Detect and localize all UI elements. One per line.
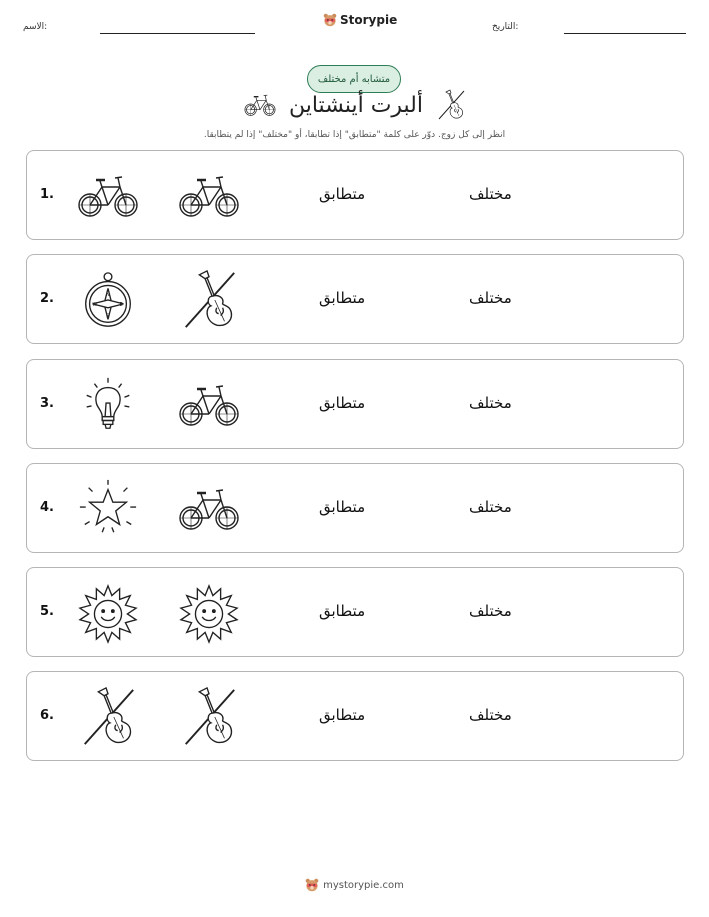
different-option[interactable]: مختلف [469,289,512,307]
item-card [26,463,684,553]
same-option[interactable]: متطابق [319,498,366,516]
item-number: 4. [40,500,54,515]
instructions: انظر إلى كل زوج. دوّر على كلمة "متطابق" إذا تطابقا، أو "مختلف" إذا لم يتطابقا. [203,130,506,140]
item-card [26,671,684,761]
compass-icon [76,269,140,331]
item-number: 6. [40,708,54,723]
name-field[interactable] [100,33,255,34]
bear-logo-icon [323,13,337,27]
bicycle-icon [76,165,140,227]
different-option[interactable]: مختلف [469,602,512,620]
item-card [26,359,684,449]
bicycle-icon [177,374,241,436]
same-option[interactable]: متطابق [319,289,366,307]
sun-icon [76,582,140,644]
item-card [26,254,684,344]
category-badge: متشابه أم مختلف [307,65,401,93]
item-card [26,150,684,240]
violin-icon [435,88,467,122]
bear-logo-icon [305,878,319,892]
different-option[interactable]: مختلف [469,498,512,516]
sun-icon [177,582,241,644]
same-option[interactable]: متطابق [319,706,366,724]
storypie-logo [323,13,397,27]
footer [0,878,709,892]
logo-text: Storypie [340,13,398,27]
date-field[interactable] [564,33,686,34]
violin-icon [76,686,140,748]
same-option[interactable]: متطابق [319,185,366,203]
name-label: الاسم: [23,22,48,32]
same-option[interactable]: متطابق [319,394,366,412]
different-option[interactable]: مختلف [469,394,512,412]
title-row [240,87,470,123]
bicycle-icon [177,478,241,540]
lightbulb-icon [76,374,140,436]
footer-url: mystorypie.com [323,879,404,891]
item-number: 5. [40,604,54,619]
same-option[interactable]: متطابق [319,602,366,620]
different-option[interactable]: مختلف [469,706,512,724]
bicycle-icon [177,165,241,227]
item-card [26,567,684,657]
item-number: 3. [40,396,54,411]
different-option[interactable]: مختلف [469,185,512,203]
item-number: 1. [40,187,54,202]
violin-icon [177,686,241,748]
star-icon [76,478,140,540]
item-number: 2. [40,291,54,306]
page-title: ألبرت أينشتاين [288,92,423,118]
violin-icon [177,269,241,331]
bicycle-icon [243,92,277,118]
date-label: التاريخ: [492,22,519,32]
